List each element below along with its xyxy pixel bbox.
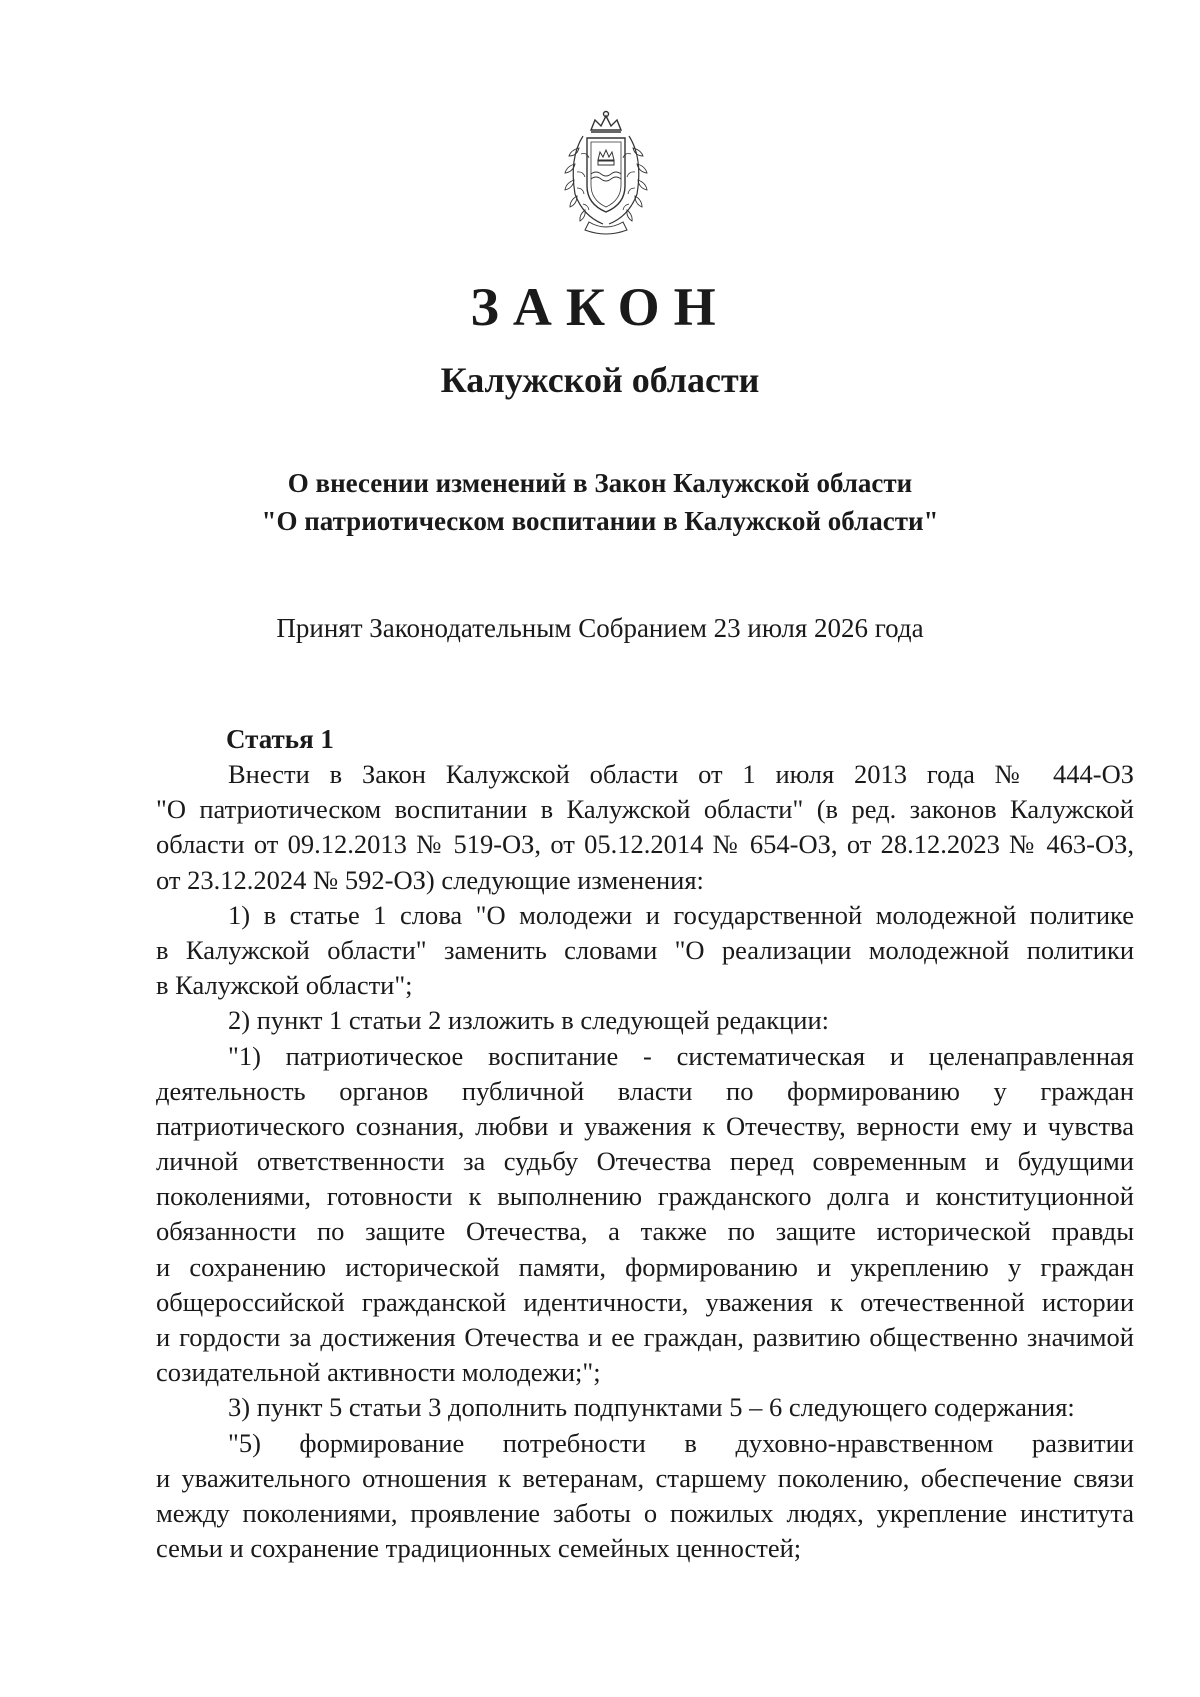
body-line: 2) пункт 1 статьи 2 изложить в следующей редакции: [228,1005,829,1036]
law-title-line-2: "О патриотическом воспитании в Калужской области" [261,506,939,536]
region-heading: Калужской области [440,360,760,400]
body-line: поколениями, готовности к выполнению гражданского долга и конституционной [156,1181,1134,1212]
body-line: созидательной активности молодежи;"; [156,1357,601,1388]
body-line: Внести в Закон Калужской области от 1 июля 2013 года № 444-ОЗ [228,759,1134,789]
law-title [0,464,1200,540]
coat-of-arms-icon [553,108,659,238]
article-heading: Статья 1 [226,724,334,754]
body-line: и сохранению исторической памяти, формированию и укреплению у граждан [156,1251,1134,1282]
body-line: 3) пункт 5 статьи 3 дополнить подпунктами 5 – 6 следующего содержания: [228,1392,1075,1423]
body-line: "1) патриотическое воспитание - систематическая и целенаправленная [228,1040,1134,1071]
adoption-date: Принят Законодательным Собранием 23 июля 2026 года [276,613,924,643]
body-line: "5) формирование потребности в духовно-нравственном развитии [228,1427,1134,1458]
body-line: и гордости за достижения Отечества и ее граждан, развитию общественно значимой [156,1322,1134,1352]
body-line: от 23.12.2024 № 592-ОЗ) следующие изменения: [156,864,704,895]
body-line: 1) в статье 1 слова "О молодежи и государственной молодежной политике [228,899,1134,930]
body-line: деятельность органов публичной власти по формированию у граждан [156,1075,1134,1106]
body-line: в Калужской области"; [156,970,413,1001]
body-line: обязанности по защите Отечества, а также по защите исторической правды [156,1216,1134,1247]
body-line: "О патриотическом воспитании в Калужской области" (в ред. законов Калужской [156,794,1134,825]
body-line: общероссийской гражданской идентичности, уважения к отечественной истории [156,1286,1134,1317]
body-line: семьи и сохранение традиционных семейных ценностей; [156,1533,802,1564]
body-line: между поколениями, проявление заботы о пожилых людях, укрепление института [156,1497,1134,1528]
document-type-heading: ЗАКОН [470,277,730,337]
body-line: области от 09.12.2013 № 519-ОЗ, от 05.12.2014 № 654-ОЗ, от 28.12.2023 № 463-ОЗ, [156,829,1134,860]
law-title-line-1: О внесении изменений в Закон Калужской области [287,468,913,498]
article-body [156,757,1134,1566]
body-line: патриотического сознания, любви и уважения к Отечеству, верности ему и чувства [156,1110,1134,1141]
body-line: в Калужской области" заменить словами "О реализации молодежной политики [156,934,1134,965]
body-line: и уважительного отношения к ветеранам, старшему поколению, обеспечение связи [156,1462,1134,1493]
body-line: личной ответственности за судьбу Отечества перед современным и будущими [156,1146,1134,1177]
